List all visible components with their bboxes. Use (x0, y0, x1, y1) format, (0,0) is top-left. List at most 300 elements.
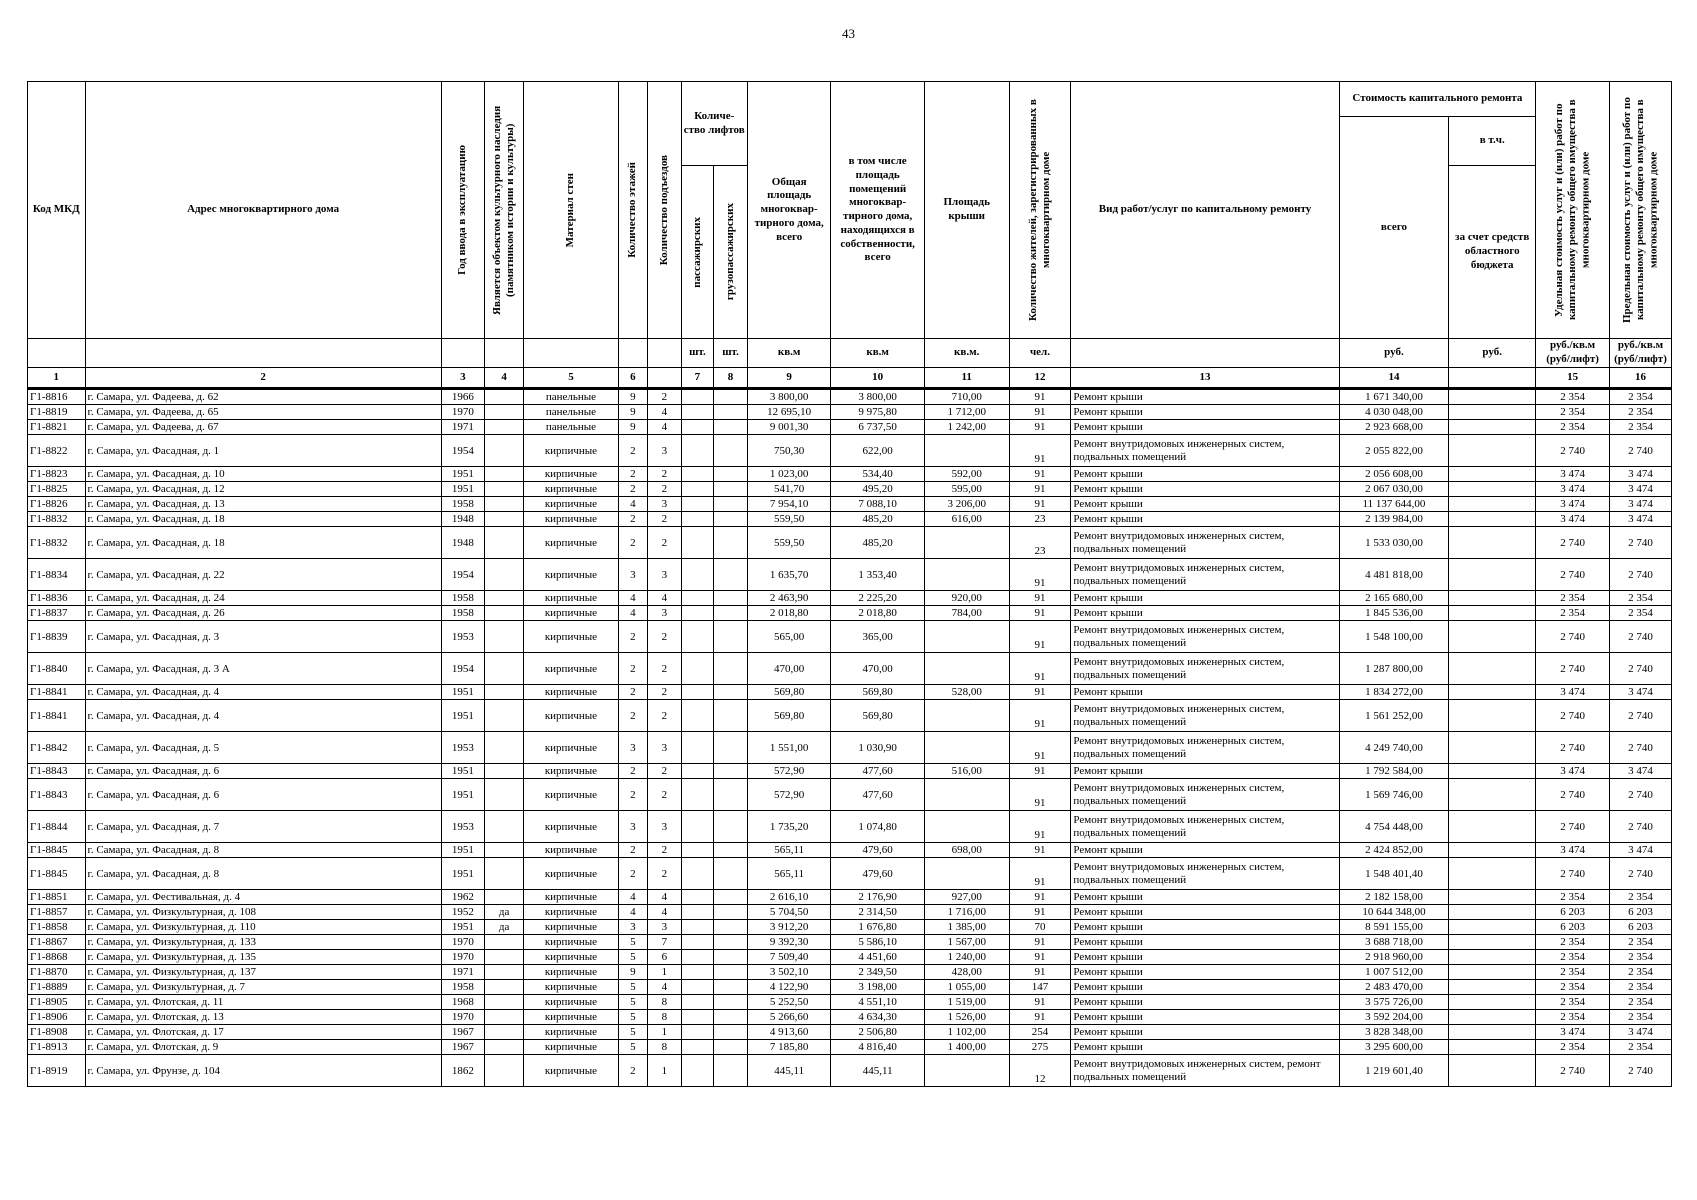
cell-unit-cost: 3 474 (1536, 764, 1610, 779)
cell-lifts-cargo (714, 858, 748, 890)
cell-area-total: 572,90 (747, 764, 831, 779)
cell-material: кирпичные (524, 435, 618, 467)
cell-lifts-cargo (714, 559, 748, 591)
cell-entrances: 4 (647, 591, 681, 606)
cell-lifts-pass (681, 1040, 714, 1055)
cell-heritage (485, 1010, 524, 1025)
cell-address: г. Самара, ул. Фасадная, д. 24 (85, 591, 441, 606)
cell-address: г. Самара, ул. Фестивальная, д. 4 (85, 890, 441, 905)
header-heritage-text: Является объектом культурного наследия (памятником истории и культуры) (490, 105, 517, 315)
cell-work-type: Ремонт внутридомовых инженерных систем, подвальных помещений (1071, 811, 1339, 843)
unit-cell (85, 339, 441, 368)
cell-code: Г1-8843 (28, 779, 86, 811)
cell-roof-area (924, 811, 1009, 843)
cell-max-cost: 2 354 (1609, 965, 1671, 980)
cell-material: кирпичные (524, 950, 618, 965)
cell-max-cost: 3 474 (1609, 467, 1671, 482)
cell-unit-cost: 2 354 (1536, 935, 1610, 950)
cell-code: Г1-8832 (28, 527, 86, 559)
cell-lifts-pass (681, 811, 714, 843)
cell-heritage: да (485, 920, 524, 935)
cell-heritage (485, 482, 524, 497)
table-row (28, 965, 1672, 980)
cell-address: г. Самара, ул. Фасадная, д. 6 (85, 764, 441, 779)
cell-roof-area: 1 567,00 (924, 935, 1009, 950)
units-row (28, 339, 1672, 368)
cell-work-type: Ремонт крыши (1071, 965, 1339, 980)
cell-area-owned: 6 737,50 (831, 420, 924, 435)
cell-lifts-cargo (714, 467, 748, 482)
cell-floors: 2 (618, 843, 647, 858)
cell-max-cost: 2 740 (1609, 527, 1671, 559)
cell-entrances: 2 (647, 779, 681, 811)
cell-lifts-cargo (714, 1025, 748, 1040)
header-heritage (485, 82, 524, 339)
cell-max-cost: 2 354 (1609, 890, 1671, 905)
table-row (28, 732, 1672, 764)
cell-cost-regional (1449, 389, 1536, 405)
cell-work-type: Ремонт внутридомовых инженерных систем, подвальных помещений (1071, 621, 1339, 653)
cell-work-type: Ремонт крыши (1071, 606, 1339, 621)
cell-cost-total: 1 548 100,00 (1339, 621, 1449, 653)
cell-floors: 3 (618, 920, 647, 935)
column-number (1449, 368, 1536, 389)
cell-year: 1970 (441, 1010, 484, 1025)
cell-material: кирпичные (524, 890, 618, 905)
cell-work-type: Ремонт внутридомовых инженерных систем, подвальных помещений (1071, 779, 1339, 811)
header-cost-incl: в т.ч. (1449, 117, 1536, 166)
cell-entrances: 8 (647, 995, 681, 1010)
cell-cost-regional (1449, 497, 1536, 512)
cell-lifts-cargo (714, 1040, 748, 1055)
cell-cost-regional (1449, 950, 1536, 965)
column-number (647, 368, 681, 389)
cell-lifts-pass (681, 965, 714, 980)
cell-work-type: Ремонт крыши (1071, 950, 1339, 965)
header-floors (618, 82, 647, 339)
cell-unit-cost: 3 474 (1536, 497, 1610, 512)
cell-entrances: 2 (647, 621, 681, 653)
cell-max-cost: 2 740 (1609, 700, 1671, 732)
cell-unit-cost: 3 474 (1536, 512, 1610, 527)
cell-cost-regional (1449, 858, 1536, 890)
cell-roof-area (924, 653, 1009, 685)
unit-cell (485, 339, 524, 368)
cell-material: кирпичные (524, 980, 618, 995)
cell-material: кирпичные (524, 1025, 618, 1040)
cell-unit-cost: 2 740 (1536, 779, 1610, 811)
cell-work-type: Ремонт внутридомовых инженерных систем, подвальных помещений (1071, 858, 1339, 890)
header-lifts: Количе-ство лифтов (681, 82, 747, 166)
cell-heritage (485, 995, 524, 1010)
cell-unit-cost: 2 354 (1536, 1010, 1610, 1025)
cell-unit-cost: 3 474 (1536, 685, 1610, 700)
cell-unit-cost: 3 474 (1536, 482, 1610, 497)
cell-area-owned: 9 975,80 (831, 405, 924, 420)
cell-lifts-cargo (714, 653, 748, 685)
cell-floors: 3 (618, 559, 647, 591)
unit-residents: чел. (1009, 339, 1071, 368)
cell-heritage (485, 779, 524, 811)
table-row (28, 890, 1672, 905)
cell-lifts-cargo (714, 764, 748, 779)
cell-material: панельные (524, 420, 618, 435)
header-floors-text: Количество этажей (626, 162, 639, 258)
cell-max-cost: 2 740 (1609, 435, 1671, 467)
table-row (28, 606, 1672, 621)
table-body (28, 389, 1672, 1087)
table-row (28, 405, 1672, 420)
cell-max-cost: 2 740 (1609, 621, 1671, 653)
cell-area-owned: 4 451,60 (831, 950, 924, 965)
cell-entrances: 4 (647, 420, 681, 435)
cell-address: г. Самара, ул. Физкультурная, д. 137 (85, 965, 441, 980)
column-number: 7 (681, 368, 714, 389)
cell-unit-cost: 2 740 (1536, 732, 1610, 764)
cell-material: кирпичные (524, 1040, 618, 1055)
table-row (28, 591, 1672, 606)
header-address: Адрес многоквартирного дома (85, 82, 441, 339)
cell-area-total: 750,30 (747, 435, 831, 467)
cell-address: г. Самара, ул. Физкультурная, д. 135 (85, 950, 441, 965)
unit-area-total: кв.м (747, 339, 831, 368)
cell-area-owned: 4 634,30 (831, 1010, 924, 1025)
cell-area-total: 3 502,10 (747, 965, 831, 980)
cell-area-total: 5 704,50 (747, 905, 831, 920)
cell-lifts-cargo (714, 606, 748, 621)
cell-cost-total: 1 792 584,00 (1339, 764, 1449, 779)
cell-area-owned: 470,00 (831, 653, 924, 685)
header-entrances (647, 82, 681, 339)
cell-entrances: 1 (647, 1025, 681, 1040)
table-row (28, 764, 1672, 779)
cell-year: 1862 (441, 1055, 484, 1087)
cell-address: г. Самара, ул. Фасадная, д. 8 (85, 858, 441, 890)
cell-max-cost: 2 354 (1609, 405, 1671, 420)
cell-code: Г1-8836 (28, 591, 86, 606)
cell-code: Г1-8843 (28, 764, 86, 779)
cell-roof-area (924, 559, 1009, 591)
cell-lifts-cargo (714, 732, 748, 764)
cell-heritage (485, 621, 524, 653)
cell-residents: 91 (1009, 606, 1071, 621)
cell-floors: 5 (618, 1010, 647, 1025)
cell-floors: 9 (618, 420, 647, 435)
cell-roof-area: 1 055,00 (924, 980, 1009, 995)
cell-year: 1951 (441, 685, 484, 700)
header-lifts-pass (681, 166, 714, 339)
cell-year: 1968 (441, 995, 484, 1010)
cell-max-cost: 2 354 (1609, 389, 1671, 405)
cell-address: г. Самара, ул. Физкультурная, д. 7 (85, 980, 441, 995)
cell-code: Г1-8821 (28, 420, 86, 435)
cell-cost-regional (1449, 559, 1536, 591)
cell-lifts-pass (681, 1010, 714, 1025)
cell-cost-regional (1449, 653, 1536, 685)
cell-year: 1951 (441, 779, 484, 811)
cell-address: г. Самара, ул. Фасадная, д. 6 (85, 779, 441, 811)
cell-roof-area: 1 102,00 (924, 1025, 1009, 1040)
cell-code: Г1-8845 (28, 858, 86, 890)
cell-year: 1951 (441, 764, 484, 779)
cell-unit-cost: 2 740 (1536, 1055, 1610, 1087)
cell-residents: 91 (1009, 935, 1071, 950)
cell-area-total: 470,00 (747, 653, 831, 685)
column-number: 2 (85, 368, 441, 389)
unit-cell (28, 339, 86, 368)
cell-unit-cost: 2 354 (1536, 980, 1610, 995)
column-number: 6 (618, 368, 647, 389)
cell-max-cost: 2 354 (1609, 935, 1671, 950)
cell-code: Г1-8919 (28, 1055, 86, 1087)
cell-floors: 5 (618, 1025, 647, 1040)
cell-area-owned: 445,11 (831, 1055, 924, 1087)
unit-cell (441, 339, 484, 368)
header-material (524, 82, 618, 339)
cell-max-cost: 2 354 (1609, 606, 1671, 621)
cell-floors: 5 (618, 950, 647, 965)
cell-entrances: 3 (647, 497, 681, 512)
unit-unit-cost: руб./кв.м (руб/лифт) (1536, 339, 1610, 368)
cell-floors: 2 (618, 858, 647, 890)
cell-area-owned: 622,00 (831, 435, 924, 467)
cell-area-owned: 1 030,90 (831, 732, 924, 764)
header-residents (1009, 82, 1071, 339)
cell-cost-total: 1 834 272,00 (1339, 685, 1449, 700)
cell-cost-total: 8 591 155,00 (1339, 920, 1449, 935)
cell-entrances: 2 (647, 843, 681, 858)
cell-work-type: Ремонт внутридомовых инженерных систем, подвальных помещений (1071, 653, 1339, 685)
cell-material: панельные (524, 405, 618, 420)
cell-roof-area: 1 519,00 (924, 995, 1009, 1010)
cell-area-total: 9 001,30 (747, 420, 831, 435)
cell-heritage (485, 420, 524, 435)
cell-cost-total: 1 548 401,40 (1339, 858, 1449, 890)
cell-heritage (485, 700, 524, 732)
cell-year: 1951 (441, 858, 484, 890)
cell-entrances: 4 (647, 980, 681, 995)
cell-entrances: 4 (647, 905, 681, 920)
cell-area-total: 1 023,00 (747, 467, 831, 482)
cell-area-owned: 4 551,10 (831, 995, 924, 1010)
cell-residents: 91 (1009, 811, 1071, 843)
cell-address: г. Самара, ул. Фадеева, д. 62 (85, 389, 441, 405)
cell-heritage (485, 512, 524, 527)
cell-roof-area: 784,00 (924, 606, 1009, 621)
cell-cost-total: 2 139 984,00 (1339, 512, 1449, 527)
cell-lifts-pass (681, 653, 714, 685)
cell-lifts-pass (681, 843, 714, 858)
cell-address: г. Самара, ул. Физкультурная, д. 133 (85, 935, 441, 950)
cell-entrances: 2 (647, 858, 681, 890)
cell-heritage (485, 467, 524, 482)
cell-year: 1962 (441, 890, 484, 905)
unit-max-cost: руб./кв.м (руб/лифт) (1609, 339, 1671, 368)
cell-area-total: 2 463,90 (747, 591, 831, 606)
cell-residents: 91 (1009, 497, 1071, 512)
cell-lifts-cargo (714, 482, 748, 497)
cell-floors: 4 (618, 890, 647, 905)
cell-material: кирпичные (524, 700, 618, 732)
table-row (28, 482, 1672, 497)
cell-lifts-pass (681, 764, 714, 779)
cell-max-cost: 2 354 (1609, 950, 1671, 965)
cell-code: Г1-8905 (28, 995, 86, 1010)
cell-residents: 91 (1009, 764, 1071, 779)
cell-area-total: 559,50 (747, 527, 831, 559)
cell-roof-area (924, 779, 1009, 811)
cell-code: Г1-8889 (28, 980, 86, 995)
table-row (28, 950, 1672, 965)
cell-roof-area: 920,00 (924, 591, 1009, 606)
cell-area-owned: 3 198,00 (831, 980, 924, 995)
header-cost-total: всего (1339, 117, 1449, 339)
cell-year: 1971 (441, 965, 484, 980)
cell-unit-cost: 2 354 (1536, 950, 1610, 965)
cell-max-cost: 2 740 (1609, 653, 1671, 685)
cell-work-type: Ремонт внутридомовых инженерных систем, подвальных помещений (1071, 732, 1339, 764)
cell-work-type: Ремонт крыши (1071, 389, 1339, 405)
cell-code: Г1-8858 (28, 920, 86, 935)
cell-cost-total: 1 219 601,40 (1339, 1055, 1449, 1087)
cell-material: кирпичные (524, 512, 618, 527)
cell-roof-area (924, 858, 1009, 890)
column-number: 9 (747, 368, 831, 389)
cell-cost-regional (1449, 965, 1536, 980)
cell-heritage (485, 405, 524, 420)
cell-material: кирпичные (524, 497, 618, 512)
cell-cost-regional (1449, 700, 1536, 732)
cell-lifts-cargo (714, 700, 748, 732)
header-max-cost (1609, 82, 1671, 339)
cell-unit-cost: 2 354 (1536, 389, 1610, 405)
cell-cost-total: 2 056 608,00 (1339, 467, 1449, 482)
cell-material: панельные (524, 389, 618, 405)
cell-code: Г1-8868 (28, 950, 86, 965)
cell-lifts-pass (681, 685, 714, 700)
cell-year: 1953 (441, 621, 484, 653)
cell-work-type: Ремонт внутридомовых инженерных систем, подвальных помещений (1071, 527, 1339, 559)
cell-code: Г1-8845 (28, 843, 86, 858)
cell-roof-area: 592,00 (924, 467, 1009, 482)
cell-lifts-cargo (714, 527, 748, 559)
cell-code: Г1-8840 (28, 653, 86, 685)
column-numbers-row (28, 368, 1672, 389)
cell-area-total: 1 551,00 (747, 732, 831, 764)
column-number: 12 (1009, 368, 1071, 389)
cell-area-total: 2 018,80 (747, 606, 831, 621)
cell-cost-regional (1449, 920, 1536, 935)
cell-area-total: 569,80 (747, 685, 831, 700)
cell-entrances: 8 (647, 1010, 681, 1025)
cell-residents: 91 (1009, 950, 1071, 965)
table-row (28, 779, 1672, 811)
cell-code: Г1-8819 (28, 405, 86, 420)
cell-lifts-cargo (714, 685, 748, 700)
cell-floors: 2 (618, 512, 647, 527)
cell-lifts-cargo (714, 811, 748, 843)
cell-max-cost: 2 354 (1609, 1010, 1671, 1025)
column-number: 11 (924, 368, 1009, 389)
table-row (28, 389, 1672, 405)
header-max-cost-text: Предельная стоимость услуг и (или) работ по капитальному ремонту общего имущества в многоквартирном доме (1620, 97, 1660, 323)
cell-address: г. Самара, ул. Фрунзе, д. 104 (85, 1055, 441, 1087)
cell-floors: 3 (618, 811, 647, 843)
cell-work-type: Ремонт крыши (1071, 497, 1339, 512)
cell-lifts-pass (681, 527, 714, 559)
cell-work-type: Ремонт крыши (1071, 890, 1339, 905)
cell-residents: 91 (1009, 779, 1071, 811)
column-number: 16 (1609, 368, 1671, 389)
unit-cost-regional: руб. (1449, 339, 1536, 368)
cell-floors: 5 (618, 935, 647, 950)
cell-cost-total: 3 592 204,00 (1339, 1010, 1449, 1025)
cell-address: г. Самара, ул. Фасадная, д. 26 (85, 606, 441, 621)
cell-address: г. Самара, ул. Фасадная, д. 18 (85, 527, 441, 559)
table-row (28, 905, 1672, 920)
table-row (28, 843, 1672, 858)
unit-roof-area: кв.м. (924, 339, 1009, 368)
cell-cost-total: 4 754 448,00 (1339, 811, 1449, 843)
cell-lifts-cargo (714, 1055, 748, 1087)
cell-work-type: Ремонт крыши (1071, 467, 1339, 482)
cell-lifts-cargo (714, 1010, 748, 1025)
table-row (28, 920, 1672, 935)
unit-cost-total: руб. (1339, 339, 1449, 368)
cell-entrances: 2 (647, 467, 681, 482)
cell-unit-cost: 2 740 (1536, 527, 1610, 559)
header-lifts-cargo (714, 166, 748, 339)
cell-cost-total: 4 249 740,00 (1339, 732, 1449, 764)
cell-entrances: 4 (647, 405, 681, 420)
header-residents-text: Количество жителей, зарегистрированных в многоквартирном доме (1026, 99, 1052, 321)
unit-area-owned: кв.м (831, 339, 924, 368)
cell-unit-cost: 3 474 (1536, 843, 1610, 858)
cell-address: г. Самара, ул. Фасадная, д. 10 (85, 467, 441, 482)
cell-cost-regional (1449, 482, 1536, 497)
cell-area-total: 5 252,50 (747, 995, 831, 1010)
cell-material: кирпичные (524, 559, 618, 591)
cell-material: кирпичные (524, 935, 618, 950)
cell-area-owned: 495,20 (831, 482, 924, 497)
cell-roof-area: 1 385,00 (924, 920, 1009, 935)
cell-work-type: Ремонт внутридомовых инженерных систем, подвальных помещений (1071, 559, 1339, 591)
cell-address: г. Самара, ул. Фасадная, д. 12 (85, 482, 441, 497)
cell-cost-total: 11 137 644,00 (1339, 497, 1449, 512)
column-number: 8 (714, 368, 748, 389)
cell-max-cost: 2 354 (1609, 995, 1671, 1010)
cell-cost-total: 2 424 852,00 (1339, 843, 1449, 858)
cell-floors: 2 (618, 621, 647, 653)
cell-area-owned: 1 353,40 (831, 559, 924, 591)
cell-cost-regional (1449, 764, 1536, 779)
cell-code: Г1-8913 (28, 1040, 86, 1055)
cell-year: 1954 (441, 653, 484, 685)
cell-code: Г1-8857 (28, 905, 86, 920)
cell-cost-total: 3 295 600,00 (1339, 1040, 1449, 1055)
cell-floors: 4 (618, 606, 647, 621)
header-material-text: Материал стен (564, 172, 577, 248)
cell-area-owned: 485,20 (831, 527, 924, 559)
cell-roof-area (924, 527, 1009, 559)
cell-residents: 12 (1009, 1055, 1071, 1087)
cell-heritage (485, 1040, 524, 1055)
cell-address: г. Самара, ул. Фасадная, д. 22 (85, 559, 441, 591)
cell-residents: 91 (1009, 858, 1071, 890)
cell-work-type: Ремонт крыши (1071, 935, 1339, 950)
cell-floors: 2 (618, 1055, 647, 1087)
cell-address: г. Самара, ул. Фасадная, д. 1 (85, 435, 441, 467)
